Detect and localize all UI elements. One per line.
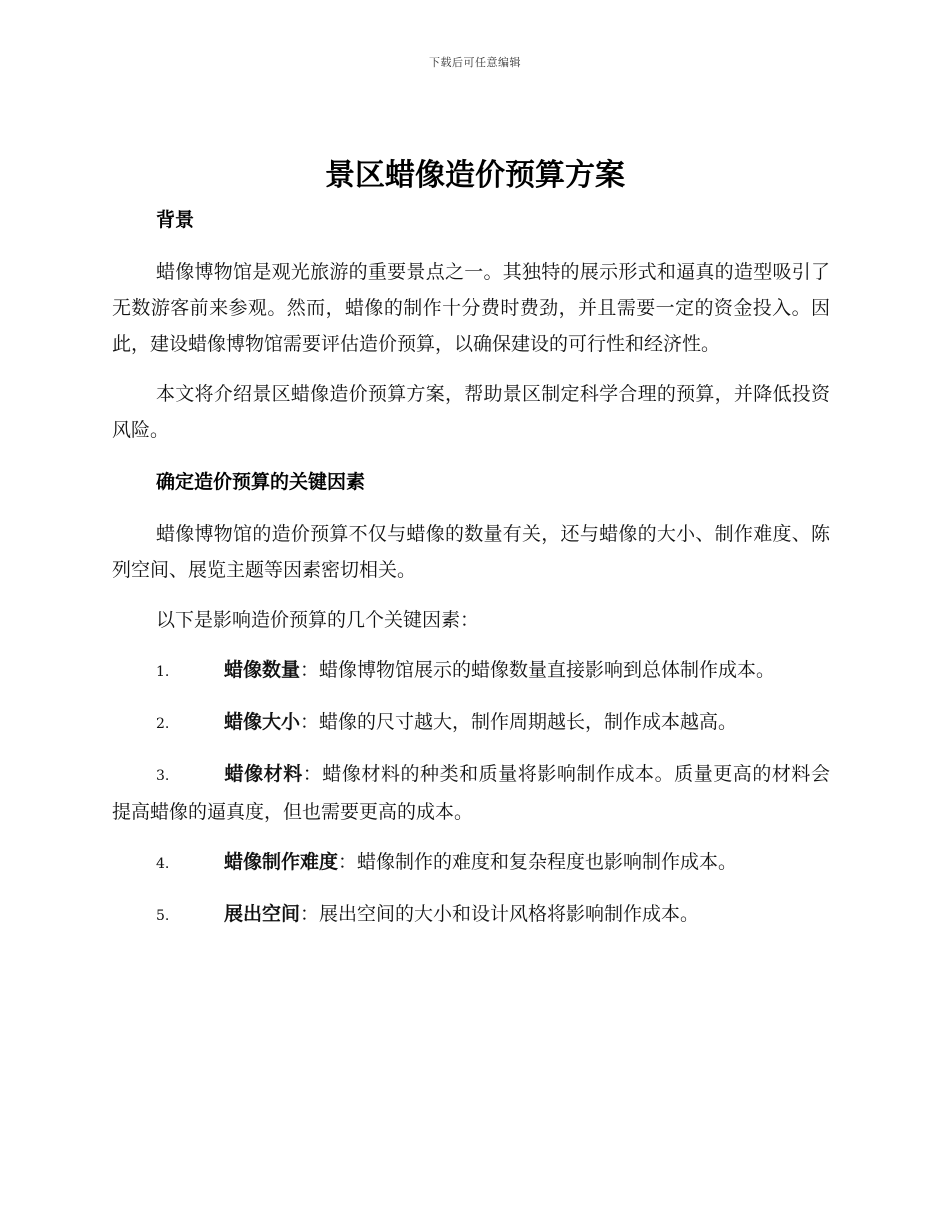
header-note: 下载后可任意编辑 [429, 56, 521, 69]
list-item [112, 652, 830, 690]
list-text: ：蜡像材料的种类和质量将影响制作成本。质量更高的材料会提高蜡像的逼真度，但也需要更高的成本。 [112, 763, 830, 823]
list-number: 2. [156, 716, 170, 732]
paragraph: 蜡像博物馆的造价预算不仅与蜡像的数量有关，还与蜡像的大小、制作难度、陈列空间、展览主题等因素密切相关。 [112, 523, 830, 581]
list-text: ：展出空间的大小和设计风格将影响制作成本。 [300, 903, 700, 925]
list-term: 蜡像制作难度 [224, 851, 339, 873]
list-item [112, 844, 830, 882]
list-number: 1. [156, 664, 170, 680]
section-key-factors [112, 462, 830, 934]
section-background [112, 200, 830, 448]
list-term: 蜡像大小 [224, 711, 301, 733]
list-item [112, 896, 830, 934]
list-text: ：蜡像的尺寸越大，制作周期越长，制作成本越高。 [300, 711, 738, 733]
list-item [112, 704, 830, 742]
list-number: 4. [156, 856, 170, 872]
document-body [112, 200, 830, 934]
list-item [112, 756, 830, 830]
list-text: ：蜡像制作的难度和复杂程度也影响制作成本。 [338, 851, 738, 873]
list-number: 5. [156, 908, 170, 924]
list-text: ：蜡像博物馆展示的蜡像数量直接影响到总体制作成本。 [300, 659, 776, 681]
paragraph: 本文将介绍景区蜡像造价预算方案，帮助景区制定科学合理的预算，并降低投资风险。 [112, 383, 830, 441]
paragraph: 蜡像博物馆是观光旅游的重要景点之一。其独特的展示形式和逼真的造型吸引了无数游客前来参观。然而，蜡像的制作十分费时费劲，并且需要一定的资金投入。因此，建设蜡像博物馆需要评估造价预算，以确保建设的可行性和经济性。 [112, 261, 830, 355]
paragraph: 以下是影响造价预算的几个关键因素： [156, 609, 480, 631]
list-term: 蜡像材料 [224, 763, 303, 785]
section-heading: 确定造价预算的关键因素 [156, 471, 366, 493]
list-term: 蜡像数量 [224, 659, 301, 681]
list-term: 展出空间 [224, 903, 301, 925]
list-number: 3. [156, 768, 170, 784]
section-heading: 背景 [156, 209, 195, 231]
document-title: 景区蜡像造价预算方案 [325, 158, 625, 193]
